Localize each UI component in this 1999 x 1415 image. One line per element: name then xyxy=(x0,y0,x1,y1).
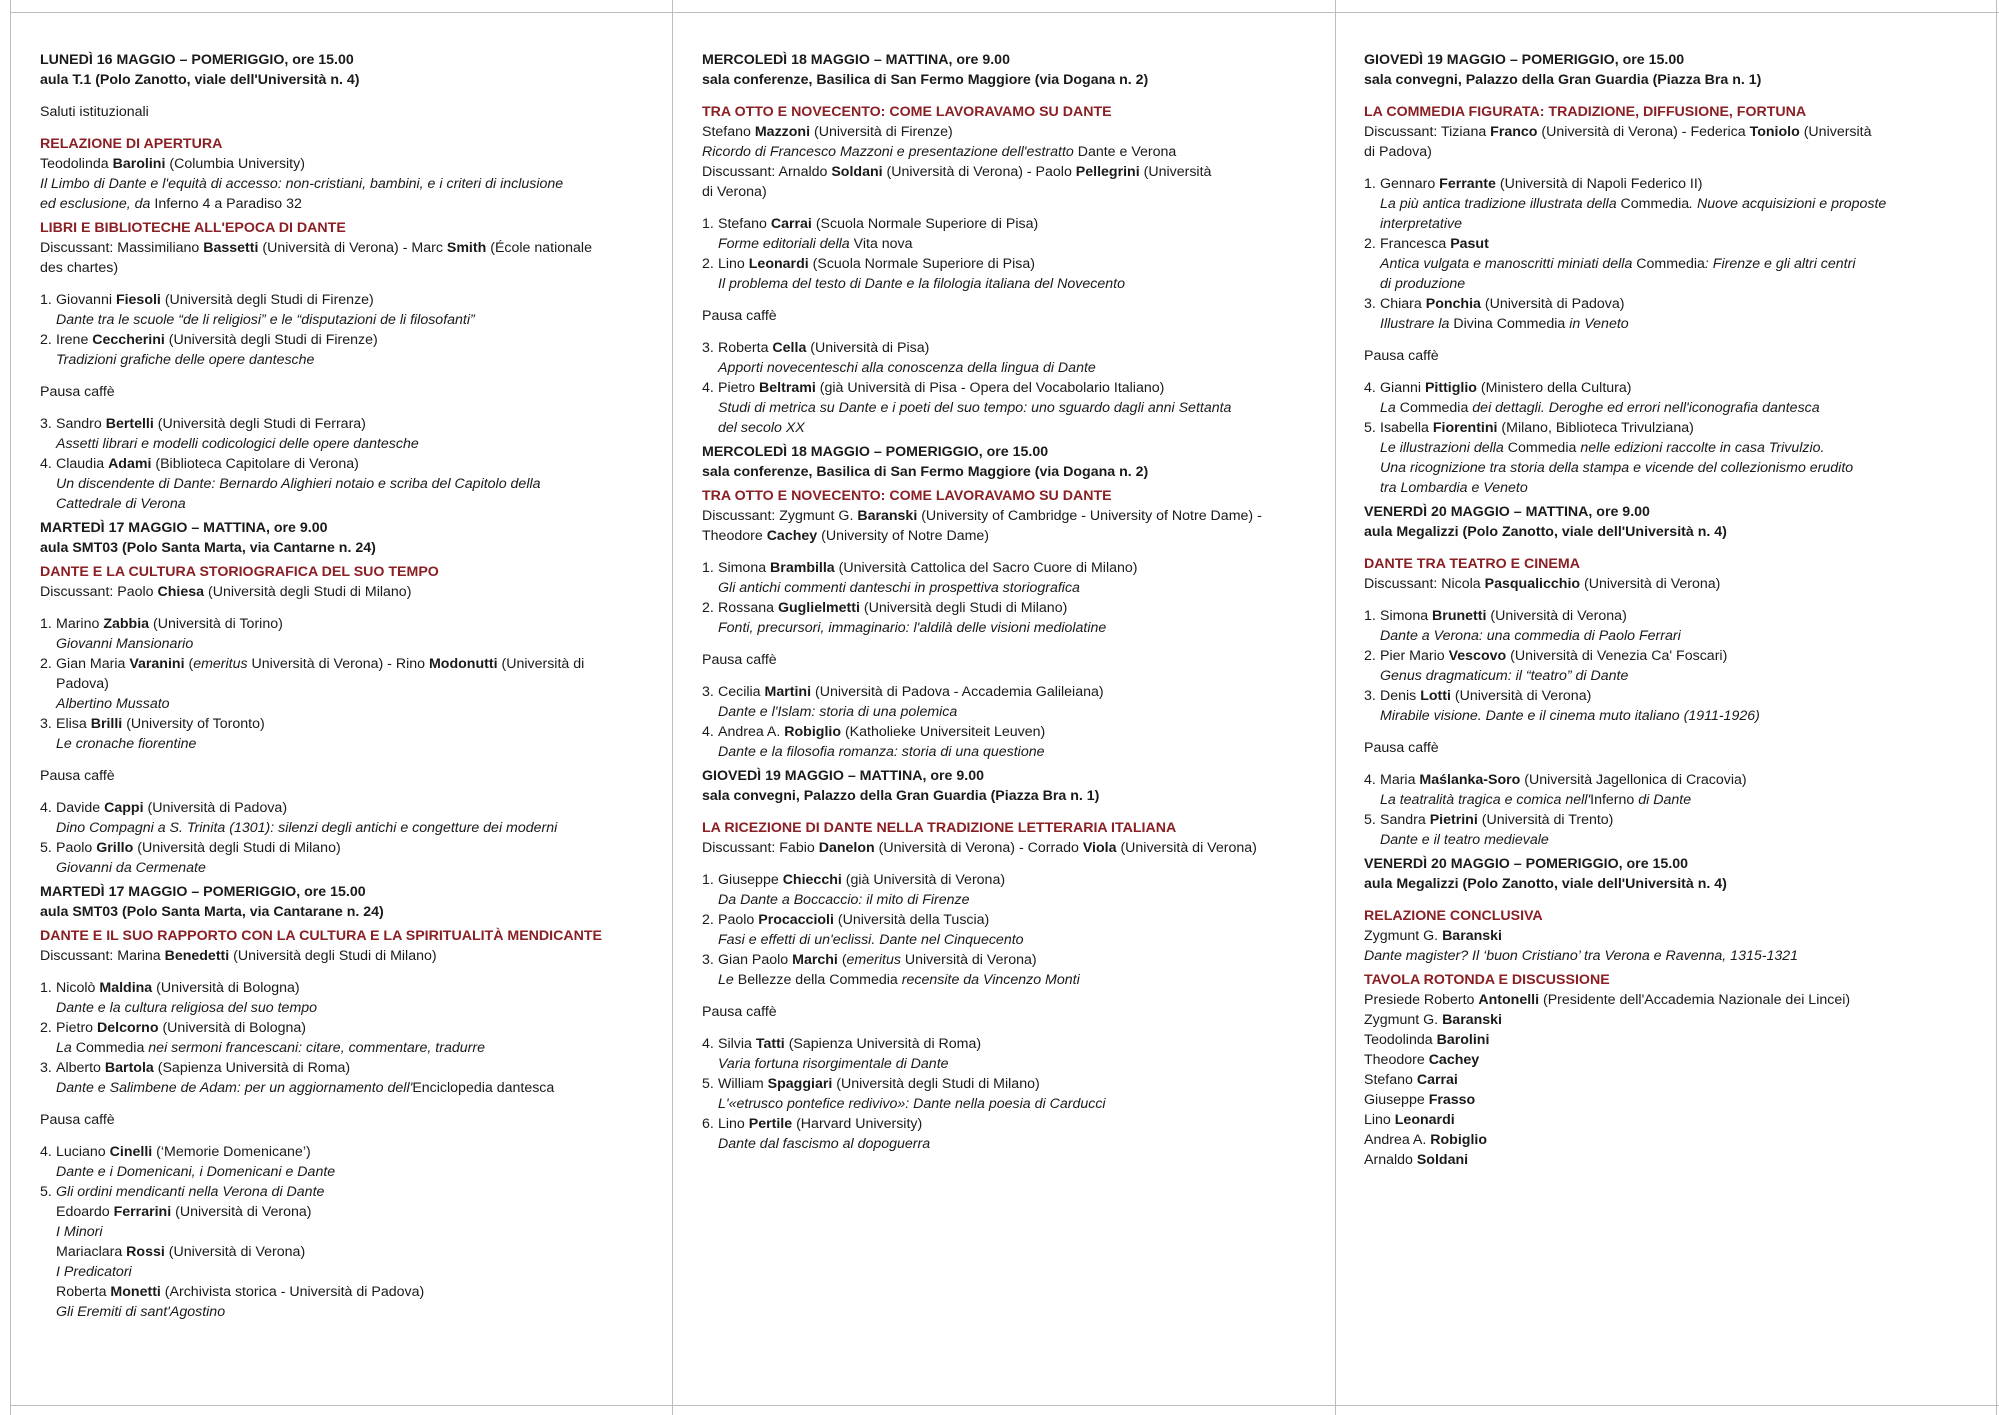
session-day: GIOVEDÌ 19 MAGGIO – POMERIGGIO, ore 15.00 xyxy=(1364,52,1685,68)
panelist: Stefano Carrai xyxy=(1364,1072,1458,1088)
session-day: VENERDÌ 20 MAGGIO – POMERIGGIO, ore 15.00 xyxy=(1364,856,1689,872)
list-item: 3. Gian Paolo Marchi (emeritus Università di Verona) Le Bellezze della Commedia recensite da Vincenzo Monti xyxy=(702,952,1080,988)
list-item: 3. Sandro Bertelli (Università degli Studi di Ferrara) Assetti librari e modelli codicologici delle opere dantesche xyxy=(40,416,419,452)
session-day: GIOVEDÌ 19 MAGGIO – MATTINA, ore 9.00 xyxy=(702,768,984,784)
session-place: aula Megalizzi (Polo Zanotto, viale dell'Università n. 4) xyxy=(1364,876,1727,892)
list-item: 1. Stefano Carrai (Scuola Normale Superiore di Pisa) Forme editoriali della Vita nova xyxy=(702,216,1039,252)
panelist: Lino Leonardi xyxy=(1364,1112,1455,1128)
program-column-2 xyxy=(702,50,1292,1154)
list-item: 2. Gian Maria Varanini (emeritus Università di Verona) - Rino Modonutti (Università di Padova) Albertino Mussato xyxy=(40,656,585,712)
section-title: TRA OTTO E NOVECENTO: COME LAVORAVAMO SU DANTE xyxy=(702,488,1112,504)
talk-title: Il Limbo di Dante e l'equità di accesso: non-cristiani, bambini, e i criteri di inclusione xyxy=(40,176,564,192)
section-title: DANTE E LA CULTURA STORIOGRAFICA DEL SUO TEMPO xyxy=(40,564,439,580)
column-divider xyxy=(672,0,673,1415)
list-item: 3. Denis Lotti (Università di Verona) Mirabile visione. Dante e il cinema muto italiano (1911-1926) xyxy=(1364,688,1760,724)
section-title: LIBRI E BIBLIOTECHE ALL'EPOCA DI DANTE xyxy=(40,220,346,236)
discussant: di Padova) xyxy=(1364,144,1432,160)
talk-title: Dante magister? Il ‘buon Cristiano’ tra Verona e Ravenna, 1315-1321 xyxy=(1364,948,1799,964)
discussant: Discussant: Zygmunt G. Baranski (University of Cambridge - University of Notre Dame) - xyxy=(702,508,1262,524)
discussant: Discussant: Massimiliano Bassetti (Università di Verona) - Marc Smith (École nationale xyxy=(40,240,592,256)
section-title: DANTE TRA TEATRO E CINEMA xyxy=(1364,556,1580,572)
list-item: 4. Andrea A. Robiglio (Katholieke Universiteit Leuven) Dante e la filosofia romanza: storia di una questione xyxy=(702,724,1046,760)
list-item: 1. Marino Zabbia (Università di Torino) Giovanni Mansionario xyxy=(40,616,283,652)
session-header xyxy=(1364,502,1944,542)
coffee-break: Pausa caffè xyxy=(702,1004,777,1020)
list-item: 4. Claudia Adami (Biblioteca Capitolare di Verona) Un discendente di Dante: Bernardo Alighieri notaio e scriba del Capitolo della Cattedrale di Verona xyxy=(40,456,541,512)
discussant: Theodore Cachey (University of Notre Dame) xyxy=(702,528,990,544)
session-header xyxy=(1364,50,1944,90)
session-place: sala conferenze, Basilica di San Fermo Maggiore (via Dogana n. 2) xyxy=(702,464,1149,480)
list-item: 4. Maria Maślanka-Soro (Università Jagellonica di Cracovia) La teatralità tragica e comica nell'Inferno di Dante xyxy=(1364,772,1747,808)
coffee-break: Pausa caffè xyxy=(40,384,115,400)
coffee-break: Pausa caffè xyxy=(40,768,115,784)
speaker: Stefano Mazzoni (Università di Firenze) xyxy=(702,124,953,140)
panelist: Theodore Cachey xyxy=(1364,1052,1480,1068)
list-item: 2. Lino Leonardi (Scuola Normale Superiore di Pisa) Il problema del testo di Dante e la filologia italiana del Novecento xyxy=(702,256,1125,292)
coffee-break: Pausa caffè xyxy=(1364,348,1439,364)
session-day: MARTEDÌ 17 MAGGIO – POMERIGGIO, ore 15.00 xyxy=(40,884,366,900)
list-item: 4. Silvia Tatti (Sapienza Università di Roma) Varia fortuna risorgimentale di Dante xyxy=(702,1036,982,1072)
panelist: Teodolinda Barolini xyxy=(1364,1032,1490,1048)
session-place: aula Megalizzi (Polo Zanotto, viale dell'Università n. 4) xyxy=(1364,524,1727,540)
coffee-break: Pausa caffè xyxy=(702,652,777,668)
list-item: 1. Nicolò Maldina (Università di Bologna) Dante e la cultura religiosa del suo tempo xyxy=(40,980,318,1016)
section-title: RELAZIONE CONCLUSIVA xyxy=(1364,908,1543,924)
session-header xyxy=(702,766,1292,806)
list-item: 5. Gli ordini mendicanti nella Verona di Dante Edoardo Ferrarini (Università di Verona) I Minori Mariaclara Rossi (Università di Verona) I Predicatori Roberta Monetti (Archivista storica - Università di Padova) Gli Eremiti di sant'Agostino xyxy=(40,1184,425,1320)
list-item: 5. Paolo Grillo (Università degli Studi di Milano) Giovanni da Cermenate xyxy=(40,840,341,876)
welcome-note: Saluti istituzionali xyxy=(40,104,149,120)
session-place: aula SMT03 (Polo Santa Marta, via Cantarane n. 24) xyxy=(40,904,384,920)
panelist: Zygmunt G. Baranski xyxy=(1364,1012,1502,1028)
panelist: Andrea A. Robiglio xyxy=(1364,1132,1488,1148)
session-place: aula T.1 (Polo Zanotto, viale dell'Università n. 4) xyxy=(40,72,360,88)
session-header xyxy=(40,882,630,922)
panelist: Giuseppe Frasso xyxy=(1364,1092,1476,1108)
discussant: des chartes) xyxy=(40,260,119,276)
section-title: DANTE E IL SUO RAPPORTO CON LA CULTURA E LA SPIRITUALITÀ MENDICANTE xyxy=(40,928,602,944)
panelist: Arnaldo Soldani xyxy=(1364,1152,1469,1168)
list-item: 5. Isabella Fiorentini (Milano, Biblioteca Trivulziana) Le illustrazioni della Commedia nelle edizioni raccolte in casa Trivulzio. Una ricognizione tra storia della stampa e vicende del collezionismo erudito tra Lombardia e Veneto xyxy=(1364,420,1854,496)
column-divider xyxy=(1996,0,1997,1415)
discussant: Discussant: Fabio Danelon (Università di Verona) - Corrado Viola (Università di Verona) xyxy=(702,840,1257,856)
list-item: 3. Elisa Brilli (University of Toronto) Le cronache fiorentine xyxy=(40,716,265,752)
list-item: 6. Lino Pertile (Harvard University) Dante dal fascismo al dopoguerra xyxy=(702,1116,931,1152)
session-place: aula SMT03 (Polo Santa Marta, via Cantarne n. 24) xyxy=(40,540,376,556)
list-item: 2. Francesca Pasut Antica vulgata e manoscritti miniati della Commedia: Firenze e gli altri centri di produzione xyxy=(1364,236,1856,292)
session-day: MERCOLEDÌ 18 MAGGIO – MATTINA, ore 9.00 xyxy=(702,52,1010,68)
list-item: 3. Alberto Bartola (Sapienza Università di Roma) Dante e Salimbene de Adam: per un aggiornamento dell'Enciclopedia dantesca xyxy=(40,1060,555,1096)
section-title: LA COMMEDIA FIGURATA: TRADIZIONE, DIFFUSIONE, FORTUNA xyxy=(1364,104,1807,120)
chair: Presiede Roberto Antonelli (Presidente dell'Accademia Nazionale dei Lincei) xyxy=(1364,992,1851,1008)
list-item: 1. Simona Brunetti (Università di Verona) Dante a Verona: una commedia di Paolo Ferrari xyxy=(1364,608,1681,644)
list-item: 2. Paolo Procaccioli (Università della Tuscia) Fasi e effetti di un'eclissi. Dante nel Cinquecento xyxy=(702,912,1024,948)
list-item: 1. Simona Brambilla (Università Cattolica del Sacro Cuore di Milano) Gli antichi commenti danteschi in prospettiva storiografica xyxy=(702,560,1138,596)
session-day: VENERDÌ 20 MAGGIO – MATTINA, ore 9.00 xyxy=(1364,504,1650,520)
program-column-1 xyxy=(40,50,630,1322)
talk-title: Ricordo di Francesco Mazzoni e presentazione dell'estratto Dante e Verona xyxy=(702,144,1177,160)
top-rule xyxy=(10,12,1999,13)
session-place: sala convegni, Palazzo della Gran Guardia (Piazza Bra n. 1) xyxy=(702,788,1100,804)
discussant: Discussant: Arnaldo Soldani (Università di Verona) - Paolo Pellegrini (Università xyxy=(702,164,1212,180)
list-item: 2. Irene Ceccherini (Università degli Studi di Firenze) Tradizioni grafiche delle opere dantesche xyxy=(40,332,378,368)
discussant: Discussant: Tiziana Franco (Università di Verona) - Federica Toniolo (Università xyxy=(1364,124,1872,140)
session-header xyxy=(702,50,1292,90)
speaker: Teodolinda Barolini (Columbia University) xyxy=(40,156,305,172)
session-day: LUNEDÌ 16 MAGGIO – POMERIGGIO, ore 15.00 xyxy=(40,52,354,68)
session-day: MERCOLEDÌ 18 MAGGIO – POMERIGGIO, ore 15.00 xyxy=(702,444,1049,460)
session-header xyxy=(1364,854,1944,894)
list-item: 5. William Spaggiari (Università degli Studi di Milano) L'«etrusco pontefice redivivo»: Dante nella poesia di Carducci xyxy=(702,1076,1106,1112)
session-place: sala convegni, Palazzo della Gran Guardia (Piazza Bra n. 1) xyxy=(1364,72,1762,88)
bottom-rule xyxy=(10,1405,1999,1406)
program-column-3 xyxy=(1364,50,1944,1170)
list-item: 1. Giuseppe Chiecchi (già Università di Verona) Da Dante a Boccaccio: il mito di Firenze xyxy=(702,872,1006,908)
session-header xyxy=(702,442,1292,482)
section-title: LA RICEZIONE DI DANTE NELLA TRADIZIONE LETTERARIA ITALIANA xyxy=(702,820,1177,836)
session-place: sala conferenze, Basilica di San Fermo Maggiore (via Dogana n. 2) xyxy=(702,72,1149,88)
session-day: MARTEDÌ 17 MAGGIO – MATTINA, ore 9.00 xyxy=(40,520,328,536)
list-item: 3. Cecilia Martini (Università di Padova - Accademia Galileiana) Dante e l'Islam: storia di una polemica xyxy=(702,684,1104,720)
section-title: TRA OTTO E NOVECENTO: COME LAVORAVAMO SU DANTE xyxy=(702,104,1112,120)
talk-title: ed esclusione, da Inferno 4 a Paradiso 32 xyxy=(40,196,302,212)
list-item: 2. Rossana Guglielmetti (Università degli Studi di Milano) Fonti, precursori, immaginario: l'aldilà delle visioni mediolatine xyxy=(702,600,1107,636)
list-item: 2. Pier Mario Vescovo (Università di Venezia Ca' Foscari) Genus dragmaticum: il “teatro” di Dante xyxy=(1364,648,1728,684)
column-divider xyxy=(1335,0,1336,1415)
list-item: 4. Luciano Cinelli (‘Memorie Domenicane’) Dante e i Domenicani, i Domenicani e Dante xyxy=(40,1144,336,1180)
list-item: 1. Gennaro Ferrante (Università di Napoli Federico II) La più antica tradizione illustrata della Commedia. Nuove acquisizioni e proposte interpretative xyxy=(1364,176,1887,232)
discussant: di Verona) xyxy=(702,184,767,200)
coffee-break: Pausa caffè xyxy=(702,308,777,324)
list-item: 4. Pietro Beltrami (già Università di Pisa - Opera del Vocabolario Italiano) Studi di metrica su Dante e i poeti del suo tempo: uno sguardo dagli anni Settanta del secolo XX xyxy=(702,380,1232,436)
section-title: RELAZIONE DI APERTURA xyxy=(40,136,223,152)
session-header xyxy=(40,518,630,558)
list-item: 5. Sandra Pietrini (Università di Trento) Dante e il teatro medievale xyxy=(1364,812,1614,848)
list-item: 4. Davide Cappi (Università di Padova) Dino Compagni a S. Trinita (1301): silenzi degli antichi e congetture dei moderni xyxy=(40,800,558,836)
list-item: 3. Chiara Ponchia (Università di Padova) Illustrare la Divina Commedia in Veneto xyxy=(1364,296,1629,332)
list-item: 2. Pietro Delcorno (Università di Bologna) La Commedia nei sermoni francescani: citare, commentare, tradurre xyxy=(40,1020,485,1056)
session-header xyxy=(40,50,630,90)
list-item: 4. Gianni Pittiglio (Ministero della Cultura) La Commedia dei dettagli. Deroghe ed errori nell'iconografia dantesca xyxy=(1364,380,1820,416)
discussant: Discussant: Paolo Chiesa (Università degli Studi di Milano) xyxy=(40,584,412,600)
coffee-break: Pausa caffè xyxy=(40,1112,115,1128)
discussant: Discussant: Nicola Pasqualicchio (Università di Verona) xyxy=(1364,576,1721,592)
column-divider xyxy=(10,0,11,1415)
coffee-break: Pausa caffè xyxy=(1364,740,1439,756)
list-item: 1. Giovanni Fiesoli (Università degli Studi di Firenze) Dante tra le scuole “de li religiosi” e le “disputazioni de li filosofanti” xyxy=(40,292,475,328)
list-item: 3. Roberta Cella (Università di Pisa) Apporti novecenteschi alla conoscenza della lingua di Dante xyxy=(702,340,1096,376)
section-title: TAVOLA ROTONDA E DISCUSSIONE xyxy=(1364,972,1610,988)
speaker: Zygmunt G. Baranski xyxy=(1364,928,1502,944)
discussant: Discussant: Marina Benedetti (Università degli Studi di Milano) xyxy=(40,948,437,964)
